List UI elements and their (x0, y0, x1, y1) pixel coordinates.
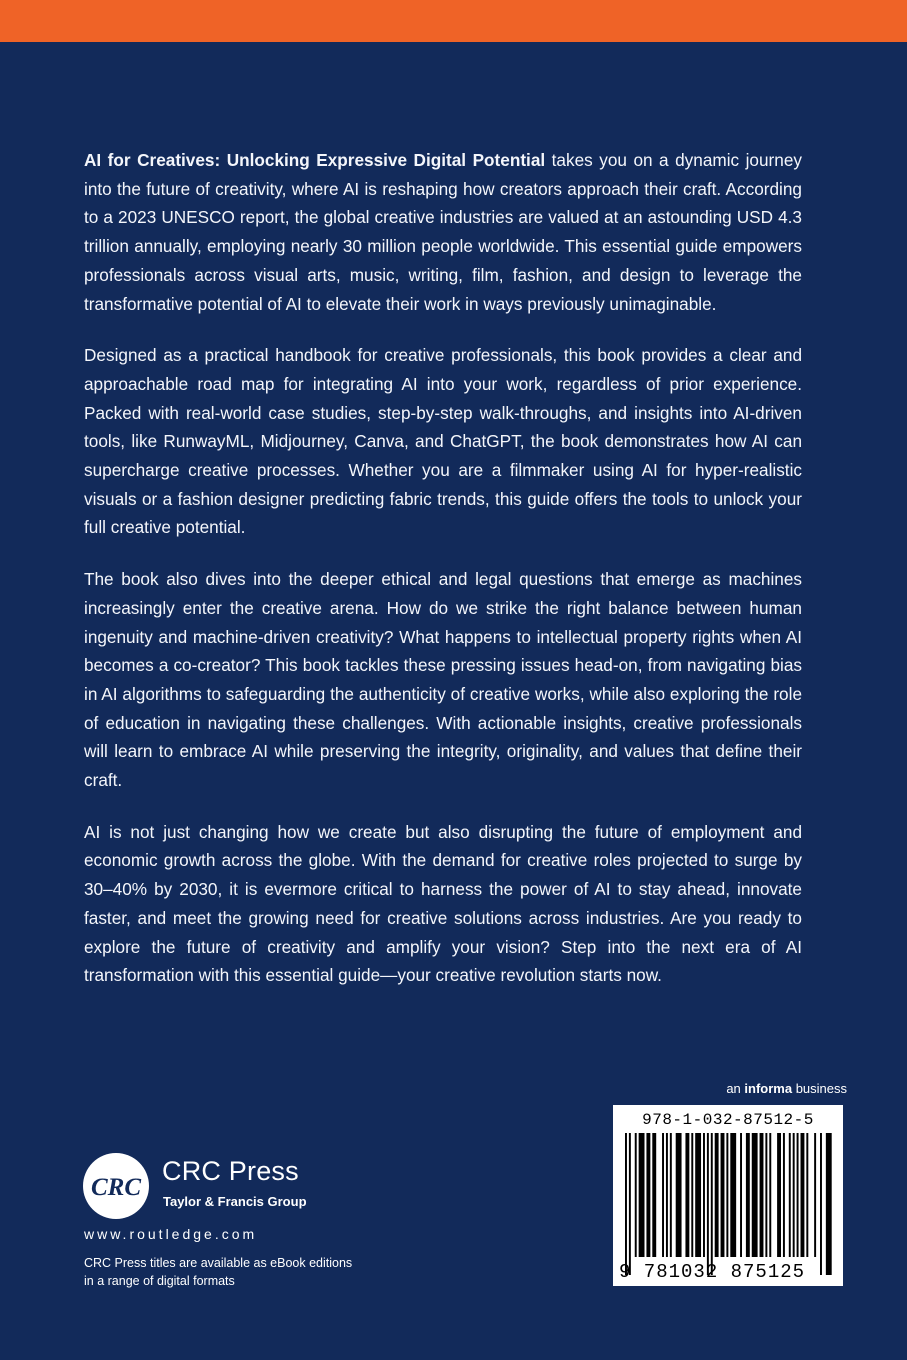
barcode-bar (662, 1133, 664, 1257)
barcode-bar (814, 1133, 816, 1257)
back-cover-blurb (84, 146, 802, 1013)
barcode-bar (685, 1133, 689, 1257)
informa-business-tag: an informa business (726, 1081, 847, 1096)
barcode-bar (793, 1133, 795, 1257)
blurb-paragraph-1 (84, 146, 802, 318)
publisher-name: CRC Press (162, 1156, 299, 1186)
barcode-bar (639, 1133, 645, 1257)
orange-top-bar (0, 0, 907, 42)
barcode-bar (777, 1133, 781, 1257)
barcode-bar (625, 1133, 627, 1275)
barcode-bar (789, 1133, 791, 1257)
barcode-bar (691, 1133, 693, 1257)
barcode-bar (826, 1133, 832, 1275)
blurb-paragraph-2: Designed as a practical handbook for creative professionals, this book provides a clear and approachable road map for integrating AI into your work, regardless of prior experience. Packed with real-world case studies, step-by-step walk-throughs, and insights into AI-driven tools, like RunwayML, Midjourney, Canva, and ChatGPT, the book demonstrates how AI can supercharge creative processes. Whether you are a filmmaker using AI for hyper-realistic visuals or a fashion designer predicting fabric trends, this guide offers the tools to unlock your full creative potential. (84, 345, 802, 538)
barcode-bar (635, 1133, 637, 1257)
barcode-bar (783, 1133, 785, 1257)
barcode-bar (711, 1133, 713, 1275)
barcode-bar (629, 1133, 631, 1275)
barcode-bar (721, 1133, 725, 1257)
barcode-bar (652, 1133, 656, 1257)
blurb-paragraph-1-body: takes you on a dynamic journey into the future of creativity, where AI is reshaping how creators approach their craft. According to a 2023 UNESCO report, the global creative industries are valued at an astounding USD 4.3 trillion annually, employing nearly 30 million people worldwide. This essential guide empowers professionals across visual arts, music, writing, film, fashion, and design to leverage the transformative potential of AI to elevate their work in ways previously unimaginable. (84, 150, 802, 314)
barcode-bar (646, 1133, 650, 1257)
crc-logo-icon (82, 1152, 150, 1220)
barcode-bar (676, 1133, 682, 1257)
publisher-group: Taylor & Francis Group (163, 1194, 307, 1209)
publisher-website: www.routledge.com (84, 1226, 258, 1242)
barcode-bar (746, 1133, 750, 1257)
isbn-barcode (613, 1105, 843, 1286)
barcode-bar (752, 1133, 758, 1257)
blurb-paragraph-4: AI is not just changing how we create but also disrupting the future of employment and economic growth across the globe. With the demand for creative roles projected to surge by 30–40% by 2030, it is evermore critical to harness the power of AI to stay ahead, innovate faster, and meet the growing need for creative solutions across industries. Are you ready to explore the future of creativity and amplify your vision? Step into the next era of AI transformation with this essential guide—your creative revolution starts now. (84, 821, 802, 986)
barcode-bar (740, 1133, 742, 1257)
barcode-bar (769, 1133, 771, 1257)
barcode-bar (695, 1133, 701, 1257)
barcode-bar (707, 1133, 709, 1275)
ebook-availability-note: CRC Press titles are available as eBook editions in a range of digital formats (84, 1256, 353, 1288)
barcode-bar (670, 1133, 672, 1257)
barcode-bar (820, 1133, 822, 1275)
crc-logo-text: CRC (90, 1174, 142, 1201)
blurb-paragraph-3: The book also dives into the deeper ethical and legal questions that emerge as machines increasingly enter the creative arena. How do we strike the right balance between human ingenuity and machine-driven creativity? What happens to intellectual property rights when AI becomes a co-creator? This book tackles these pressing issues head-on, from navigating bias in AI algorithms to safeguarding the authenticity of creative works, while also exploring the role of education in navigating these challenges. With actionable insights, creative professionals will learn to embrace AI while preserving the integrity, originality, and values that define their craft. (84, 569, 802, 791)
isbn-number-top: 978-1-032-87512-5 (642, 1111, 814, 1129)
barcode-bar (715, 1133, 719, 1257)
barcode-bar (797, 1133, 799, 1257)
barcode-bar (760, 1133, 764, 1257)
barcode-bar (806, 1133, 808, 1257)
barcode-bar (726, 1133, 728, 1257)
barcode-bar (666, 1133, 668, 1257)
barcode-bar (730, 1133, 736, 1257)
barcode-bar (765, 1133, 767, 1257)
informa-brand: informa (744, 1081, 793, 1096)
barcode-bar (703, 1133, 705, 1257)
barcode-bars (621, 1133, 835, 1275)
barcode-bar (801, 1133, 805, 1257)
publisher-logo (82, 1152, 342, 1232)
book-title: AI for Creatives: Unlocking Expressive Digital Potential (84, 150, 546, 170)
isbn-number-bottom: 9 781032 875125 (619, 1261, 806, 1283)
